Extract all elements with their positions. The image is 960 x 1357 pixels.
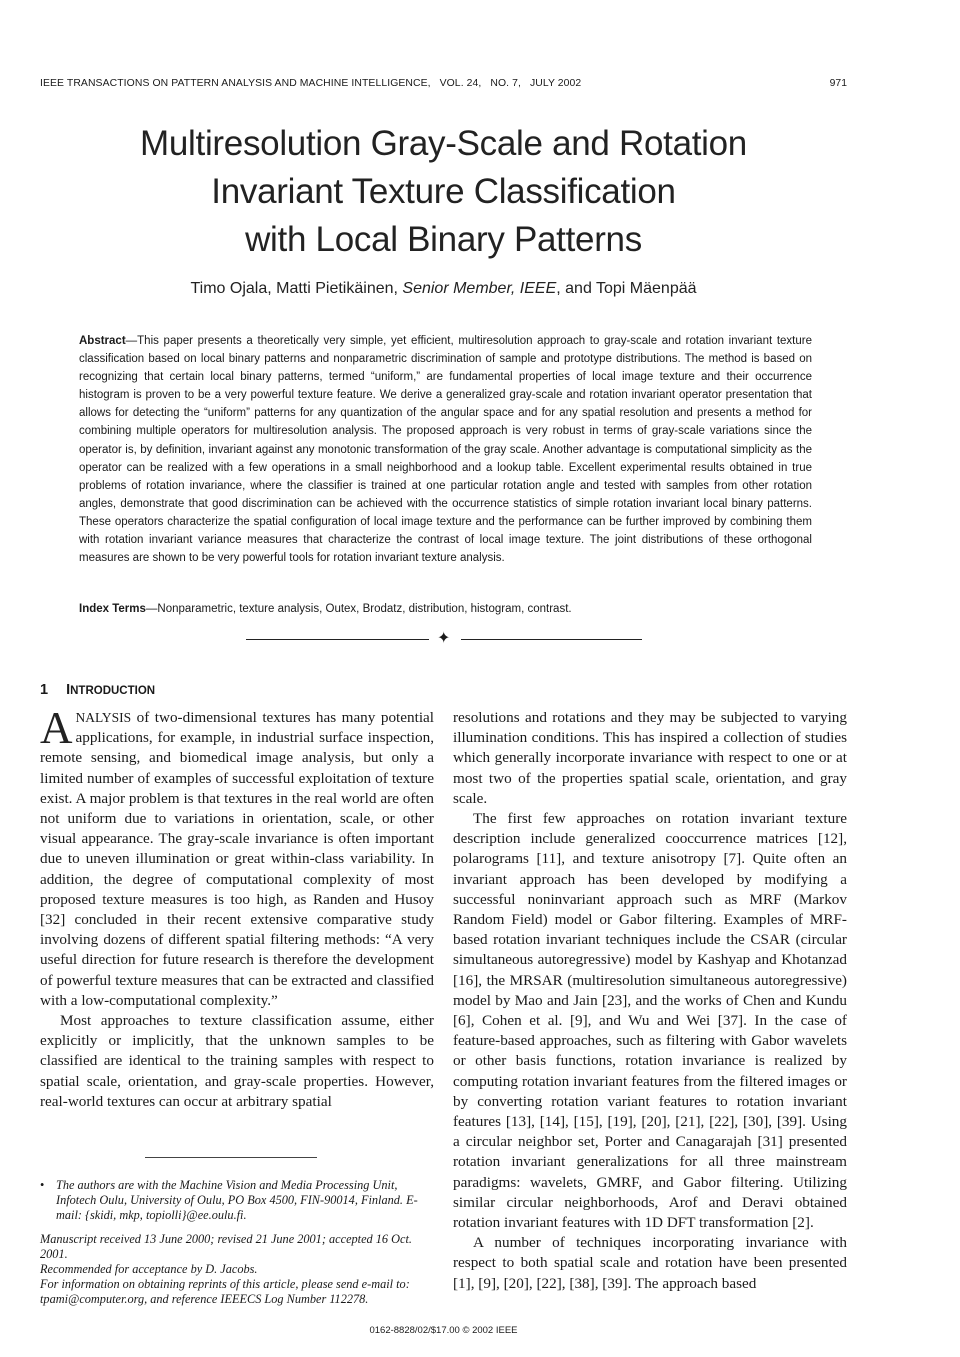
authors-part-2: , and Topi Mäenpää [556, 280, 697, 297]
authors-comma: , [510, 280, 520, 297]
separator-diamond-icon: ✦ [437, 628, 451, 647]
section-title-initial: I [66, 682, 71, 698]
opening-smallcaps: NALYSIS [75, 710, 132, 725]
abstract-label: Abstract [79, 335, 126, 347]
abstract-text: —This paper presents a theoretically very simple, yet efficient, multiresolution approach to gray-scale and rotation invariant texture classification based on local binary patterns and nonparametric discrimination of sample and prototype distributions. The method is based on recognizing that certain local binary patterns, termed “uniform,” are fundamental properties of local image texture and their occurrence histogram is proven to be a very powerful texture feature. We derive a generalized gray-scale and rotation invariant operator presentation that allows for detecting the “uniform” patterns for any quantization of the angular space and for any spatial resolution and presents a method for combining multiple operators for multiresolution analysis. The proposed approach is very robust in terms of gray-scale variations since the operator is, by definition, invariant against any monotonic transformation of the gray scale. Another advantage is computational simplicity as the operator can be realized with a few operations in a small neighborhood and a lookup table. Excellent experimental results obtained in true problems of rotation invariance, where the classifier is trained at one particular rotation angle and tested with samples from other rotation angles, demonstrate that good discrimination can be achieved with the occurrence statistics of simple rotation invariant local binary patterns. These operators characterize the spatial configuration of local image texture and the performance can be further improved by combining them with rotation invariant variance measures that characterize the contrast of local image texture. The joint distributions of these orthogonal measures are shown to be very powerful tools for rotation invariant texture analysis. [79, 335, 812, 565]
footnote-rule [145, 1157, 317, 1158]
index-terms [79, 603, 812, 615]
index-terms-text: —Nonparametric, texture analysis, Outex, Brodatz, distribution, histogram, contrast. [145, 603, 572, 615]
section-number: 1 [40, 682, 49, 698]
footnotes [40, 1178, 434, 1308]
right-paragraph-2: The first few approaches on rotation invariant texture description include generalized cooccurrence matrices [12], polarograms [11], and texture anisotropy [7]. Quite often an invariant approach has been developed by modifying a successful noninvariant approach such as MRF (Markov Random Field) model or Gabor filtering. Examples of MRF-based rotation invariant techniques include the CSAR (circular simultaneous autoregressive) model by Kashyap and Khotanzad [16], the MRSAR (multiresolution simultaneous autoregressive) model by Mao and Jain [23], and the works of Chen and Kundu [6], Cohen et al. [9], and Wu and Wei [37]. In the case of feature-based approaches, such as filtering with Gabor wavelets or other basis functions, rotation invariance is realized by computing rotation invariant features from the filtered images or by converting rotation variant features to rotation invariant features [13], [14], [15], [19], [20], [21], [22], [30], [39]. Using a circular neighbor set, Porter and Canagarajah [31] presented rotation invariant generalizations for all three mainstream paradigms: wavelets, GMRF, and Gabor filtering. Utilizing similar circular neighborhoods, Arof and Deravi obtained rotation invariant features with 1D DFT transformation [2]. [453, 810, 847, 1232]
author-org: IEEE [519, 280, 557, 297]
section-title-rest: NTRODUCTION [70, 685, 156, 697]
left-column [40, 703, 434, 1112]
index-terms-label: Index Terms [79, 603, 146, 615]
bullet-icon: • [40, 1178, 45, 1192]
paper-title [40, 120, 847, 264]
drop-cap: A [40, 703, 73, 753]
separator-line-left [246, 639, 429, 640]
page-number: 971 [829, 78, 847, 89]
left-paragraph-2: Most approaches to texture classification assume, either explicitly or implicitly, that the unknown samples to be classified are identical to the training samples with respect to spatial scale, orientation, and gray-scale properties. However, real-world textures can occur at arbitrary spatial [40, 1012, 434, 1110]
copyright-footer: 0162-8828/02/$17.00 © 2002 IEEE [369, 1325, 518, 1336]
footnote-affiliation [40, 1178, 434, 1224]
author-list [40, 280, 847, 298]
title-line-3: with Local Binary Patterns [245, 220, 642, 259]
abstract [79, 332, 812, 567]
footnote-reprints: For information on obtaining reprints of this article, please send e-mail to: tpami@computer.org, and reference IEEECS Log Number 112278. [40, 1277, 410, 1307]
journal-header: IEEE TRANSACTIONS ON PATTERN ANALYSIS AND MACHINE INTELLIGENCE, VOL. 24, NO. 7, JULY 2002 [40, 78, 582, 89]
author-role: Senior Member [402, 280, 511, 297]
right-paragraph-1: resolutions and rotations and they may be subjected to varying illumination conditions. This has inspired a collection of studies which generally incorporate invariance with respect to one or at most two of the properties spatial scale, orientation, and gray scale. [453, 709, 847, 807]
section-heading [40, 682, 155, 698]
left-paragraph-1-text: of two-dimensional textures has many potential applications, for example, in industrial surface inspection, remote sensing, and biomedical image analysis, but only a limited number of examples of successful exploitation of texture exist. A major problem is that textures in the real world are often not uniform due to variations in orientation, scale, or other visual appearance. The gray-scale invariance is often important due to uneven illumination or great within-class variability. In addition, the degree of computational complexity of most proposed texture measures is too high, as Randen and Husoy [32] concluded in their recent extensive comparative study involving dozens of different spatial filtering methods: “A very useful direction for future research is therefore the development of powerful texture measures that can be extracted and classified with a low-computational complexity.” [40, 709, 434, 1009]
footnote-recommended: Recommended for acceptance by D. Jacobs. [40, 1262, 258, 1277]
right-column [453, 708, 847, 1294]
footnote-manuscript: Manuscript received 13 June 2000; revised 21 June 2001; accepted 16 Oct. 2001. [40, 1231, 412, 1261]
affiliation-text: The authors are with the Machine Vision and Media Processing Unit, Infotech Oulu, University of Oulu, PO Box 4500, FIN-90014, Finland. E-mail: {skidi, mkp, topiolli}@ee.oulu.fi. [56, 1178, 418, 1223]
right-paragraph-3: A number of techniques incorporating invariance with respect to both spatial scale and rotation have been presented [1], [9], [20], [22], [38], [39]. The approach based [453, 1234, 847, 1292]
left-paragraph-1 [40, 703, 434, 1011]
title-line-1: Multiresolution Gray-Scale and Rotation [140, 124, 747, 163]
title-line-2: Invariant Texture Classification [211, 172, 676, 211]
separator-line-right [461, 639, 642, 640]
authors-part-1: Timo Ojala, Matti Pietikäinen, [190, 280, 403, 297]
